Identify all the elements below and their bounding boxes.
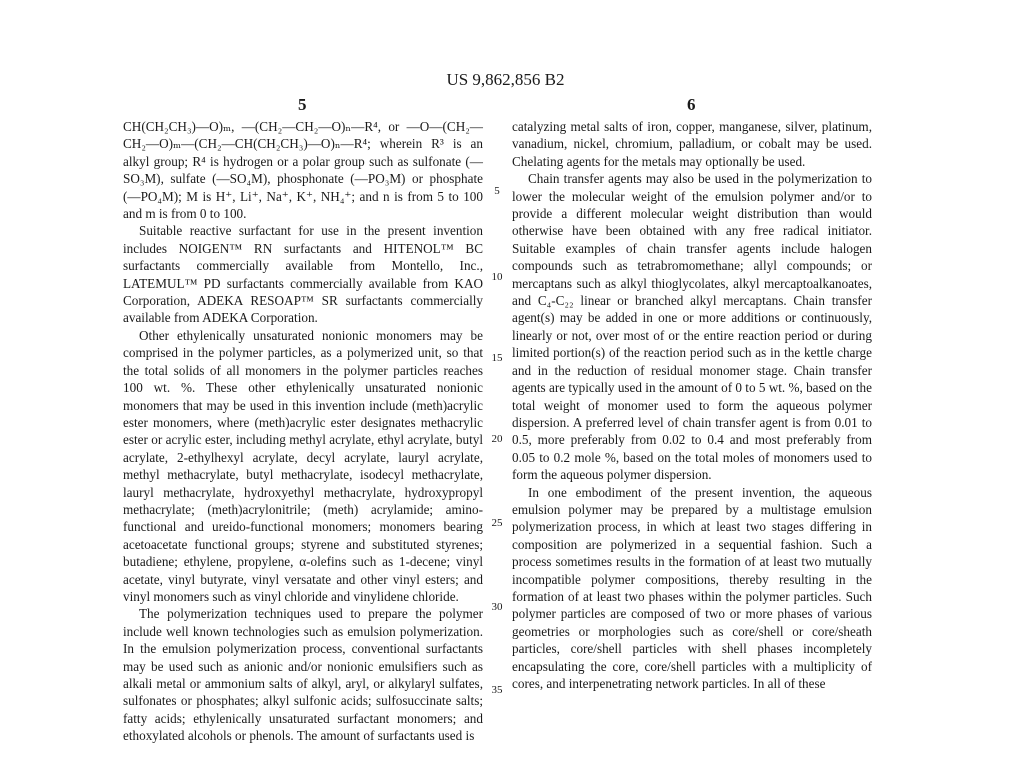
line-number: 35 [491,684,503,696]
line-number: 5 [494,185,500,197]
left-column-number: 5 [298,95,307,114]
right-column-number: 6 [687,95,696,114]
patent-number: US 9,862,856 B2 [446,70,565,89]
line-number: 15 [491,352,503,364]
right-column [512,118,872,692]
right-paragraph-3: In one embodiment of the present invention, the aqueous emulsion polymer may be prepared by a multistage emulsion polymerization process, in which at least two stages differing in composition are polymerized in a sequential fashion. Such a process sometimes results in the formation of at least two mutually incompatible polymer compositions, thereby resulting in the formation of at least two phases within the polymer particles. Such polymer particles are composed of two or more phases of various geometries or morphologies such as core/shell or core/sheath particles, core/shell particles with shell phases incompletely encapsulating the core, core/shell particles with a multiplicity of cores, and interpenetrating network particles. In all of these [512,484,872,691]
line-number: 20 [491,433,503,445]
right-paragraph-1: catalyzing metal salts of iron, copper, manganese, silver, platinum, vanadium, nickel, chromium, palladium, or cobalt may be used. Chelating agents for the metals may optionally be used. [512,119,872,169]
left-paragraph-2: Suitable reactive surfactant for use in the present invention includes NOIGEN™ RN surfactants and HITENOL™ BC surfactants commercially available from Montello, Inc., LATEMUL™ PD surfactants commercially available from KAO Corporation, ADEKA RESOAP™ SR surfactants commercially available from ADEKA Corporation. [123,223,483,326]
line-number: 25 [491,517,503,529]
left-paragraph-1: CH(CH₂CH₃)—O)ₘ, —(CH₂—CH₂—O)ₙ—R⁴, or —O—(CH₂—CH₂—O)ₘ—(CH₂—CH(CH₂CH₃)—O)ₙ—R⁴; wherein R³ is an alkyl group; R⁴ is hydrogen or a polar group such as sulfonate (—SO₃M), sulfate (—SO₄M), phosphonate (—PO₃M) or phosphate (—PO₄M); M is H⁺, Li⁺, Na⁺, K⁺, NH₄⁺; and n is from 5 to 100 and m is from 0 to 100. [123,119,483,222]
left-paragraph-4: The polymerization techniques used to prepare the polymer include well known technologies such as emulsion polymerization. In the emulsion polymerization process, conventional surfactants may be used such as anionic and/or nonionic emulsifiers such as alkali metal or ammonium salts of alkyl, aryl, or alkylaryl sulfates, sulfonates or phosphates; alkyl sulfonic acids; sulfosuccinate salts; fatty acids; ethylenically unsaturated surfactant monomers; and ethoxylated alcohols or phenols. The amount of surfactants used is [123,606,483,744]
left-column [123,118,483,745]
line-number: 30 [491,601,503,613]
right-paragraph-2: Chain transfer agents may also be used in the polymerization to lower the molecular weight of the emulsion polymer and/or to provide a different molecular weight distribution than would otherwise have been obtained with any free radical initiator. Suitable examples of chain transfer agents include halogen compounds such as tetrabromomethane; allyl compounds; or mercaptans such as alkyl thioglycolates, alkyl mercaptoalkanoates, and C₄-C₂₂ linear or branched alkyl mercaptans. Chain transfer agent(s) may be added in one or more additions or continuously, linearly or not, over most of or the entire reaction period or during limited portion(s) of the reaction period such as in the kettle charge and in the reduction of residual monomer stage. Chain transfer agents are typically used in the amount of 0 to 5 wt. %, based on the total weight of monomer used to form the aqueous polymer dispersion. A preferred level of chain transfer agent is from 0.01 to 0.5, more preferably from 0.02 to 0.4 and most preferably from 0.05 to 0.2 mole %, based on the total moles of monomers used to form the aqueous polymer dispersion. [512,171,873,483]
line-number: 10 [491,271,503,283]
left-paragraph-3: Other ethylenically unsaturated nonionic monomers may be comprised in the polymer particles, as a polymerized unit, so that the total solids of all monomers in the polymer particles reaches 100 wt. %. These other ethylenically unsaturated nonionic monomers that may be used in this invention include (meth)acrylic ester monomers, where (meth)acrylic ester designates methacrylic ester or acrylic ester, including methyl acrylate, ethyl acrylate, butyl acrylate, 2-ethylhexyl acrylate, decyl acrylate, lauryl acrylate, methyl methacrylate, butyl methacrylate, isodecyl methacrylate, lauryl methacrylate, hydroxyethyl methacrylate, hydroxypropyl methacrylate; (meth)acrylonitrile; (meth) acrylamide; amino-functional and ureido-functional monomers; monomers bearing acetoacetate functional groups; styrene and substituted styrenes; butadiene; ethylene, propylene, α-olefins such as 1-decene; vinyl acetate, vinyl butyrate, vinyl versatate and other vinyl esters; and vinyl monomers such as vinyl chloride and vinylidene chloride. [123,327,483,604]
